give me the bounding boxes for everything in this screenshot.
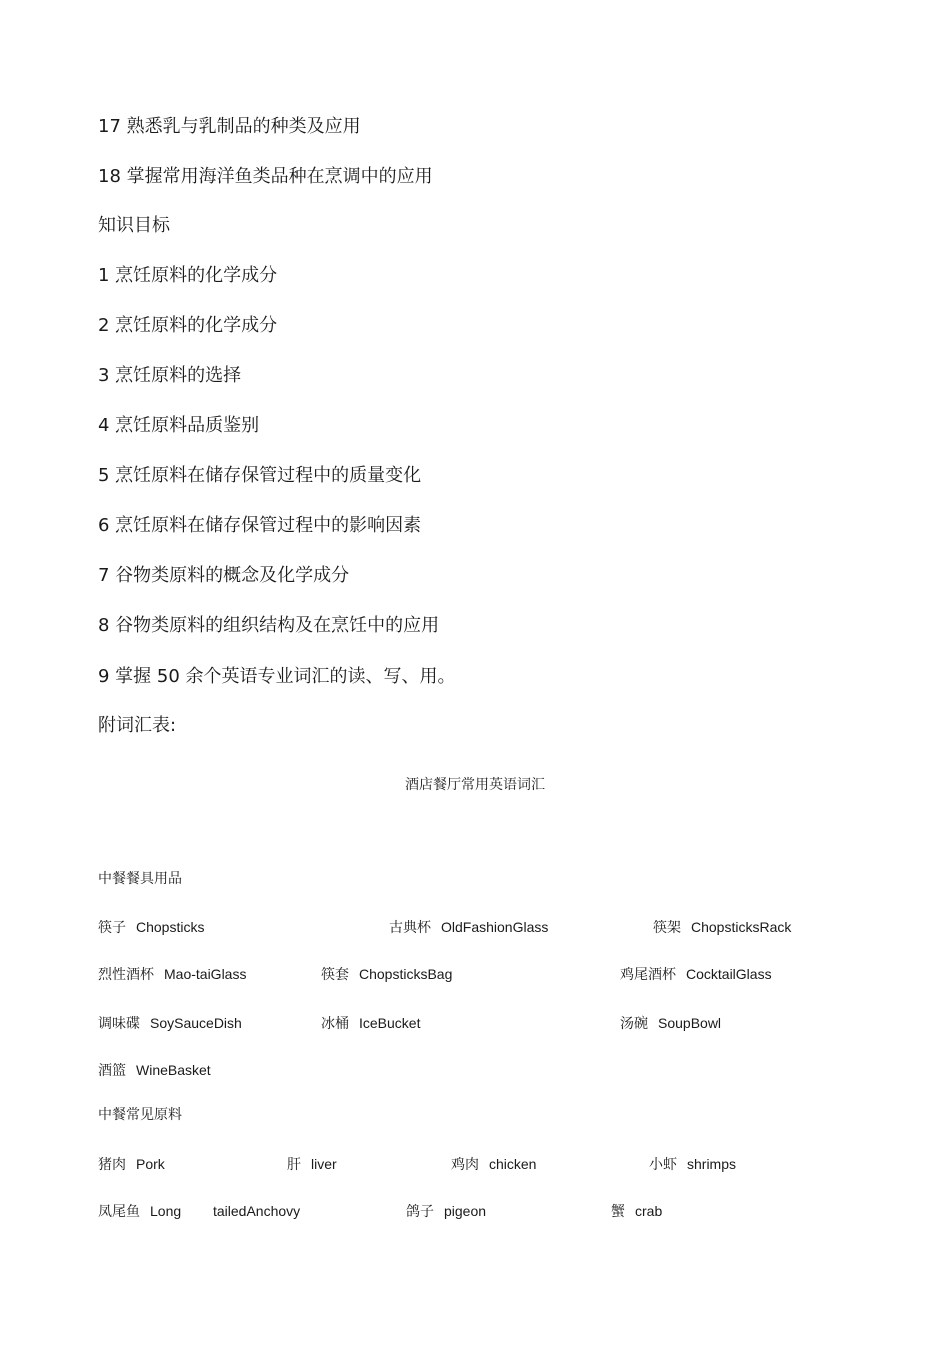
knowledge-line-9: 9 掌握 50 余个英语专业词汇的读、写、用。 [98, 666, 456, 687]
vocab-item [321, 965, 452, 984]
vocab-en: Mao-taiGlass [164, 966, 247, 982]
objective-line-18: 18 掌握常用海洋鱼类品种在烹调中的应用 [98, 166, 433, 187]
vocab-zh: 凤尾鱼 [98, 1204, 140, 1220]
vocab-zh: 汤碗 [620, 1016, 648, 1032]
vocab-en: liver [311, 1156, 337, 1172]
section-title-tableware: 中餐餐具用品 [98, 871, 182, 887]
knowledge-line-7: 7 谷物类原料的概念及化学成分 [98, 565, 350, 586]
vocab-zh: 筷套 [321, 967, 349, 983]
vocab-en: Chopsticks [136, 919, 205, 935]
vocab-item [98, 1014, 242, 1033]
vocab-zh: 小虾 [649, 1157, 677, 1173]
vocab-zh: 鸽子 [406, 1204, 434, 1220]
knowledge-line-6: 6 烹饪原料在储存保管过程中的影响因素 [98, 515, 422, 536]
vocab-zh: 冰桶 [321, 1016, 349, 1032]
knowledge-goals-heading: 知识目标 [98, 215, 170, 236]
vocab-item [620, 1014, 721, 1033]
knowledge-line-5: 5 烹饪原料在储存保管过程中的质量变化 [98, 465, 422, 486]
vocab-zh: 筷架 [653, 920, 681, 936]
vocab-zh: 古典杯 [389, 920, 431, 936]
vocab-en: CocktailGlass [686, 966, 772, 982]
vocab-en: shrimps [687, 1156, 737, 1172]
vocab-item [98, 1155, 165, 1174]
vocab-item [98, 1202, 181, 1221]
vocab-zh: 猪肉 [98, 1157, 126, 1173]
vocab-item [321, 1014, 420, 1033]
vocab-item [406, 1202, 486, 1221]
vocab-en: Long [150, 1203, 182, 1219]
vocab-item [98, 1061, 211, 1080]
vocab-zh: 鸡肉 [451, 1157, 479, 1173]
vocab-en: SoupBowl [658, 1015, 722, 1031]
objective-line-17: 17 熟悉乳与乳制品的种类及应用 [98, 116, 361, 137]
vocab-en: pigeon [444, 1203, 487, 1219]
vocab-item [649, 1155, 736, 1174]
vocabulary-caption: 酒店餐厅常用英语词汇 [405, 777, 545, 793]
vocab-item [287, 1155, 337, 1174]
vocab-zh: 调味碟 [98, 1016, 140, 1032]
knowledge-line-3: 3 烹饪原料的选择 [98, 365, 242, 386]
vocab-item [98, 918, 204, 937]
vocab-zh: 蟹 [611, 1204, 625, 1220]
knowledge-line-8: 8 谷物类原料的组织结构及在烹饪中的应用 [98, 615, 440, 636]
vocab-en: ChopsticksBag [359, 966, 453, 982]
vocab-item [451, 1155, 536, 1174]
vocab-en: WineBasket [136, 1062, 211, 1078]
vocab-item [389, 918, 548, 937]
vocab-item [98, 965, 246, 984]
vocab-item [653, 918, 791, 937]
vocab-zh: 筷子 [98, 920, 126, 936]
section-title-ingredients: 中餐常见原料 [98, 1107, 182, 1123]
vocab-en: chicken [489, 1156, 537, 1172]
vocab-item [611, 1202, 662, 1221]
vocab-en: SoySauceDish [150, 1015, 242, 1031]
vocab-zh: 鸡尾酒杯 [620, 967, 676, 983]
vocab-en: crab [635, 1203, 663, 1219]
vocab-item [620, 965, 772, 984]
knowledge-line-1: 1 烹饪原料的化学成分 [98, 265, 278, 286]
vocab-en: tailedAnchovy [213, 1203, 301, 1219]
vocab-item [213, 1202, 300, 1221]
appendix-heading: 附词汇表: [98, 715, 177, 736]
knowledge-line-2: 2 烹饪原料的化学成分 [98, 315, 278, 336]
vocab-en: IceBucket [359, 1015, 421, 1031]
vocab-en: OldFashionGlass [441, 919, 549, 935]
knowledge-line-4: 4 烹饪原料品质鉴别 [98, 415, 260, 436]
vocab-en: ChopsticksRack [691, 919, 792, 935]
vocab-zh: 酒篮 [98, 1063, 126, 1079]
vocab-zh: 烈性酒杯 [98, 967, 154, 983]
vocab-en: Pork [136, 1156, 165, 1172]
vocab-zh: 肝 [287, 1157, 301, 1173]
